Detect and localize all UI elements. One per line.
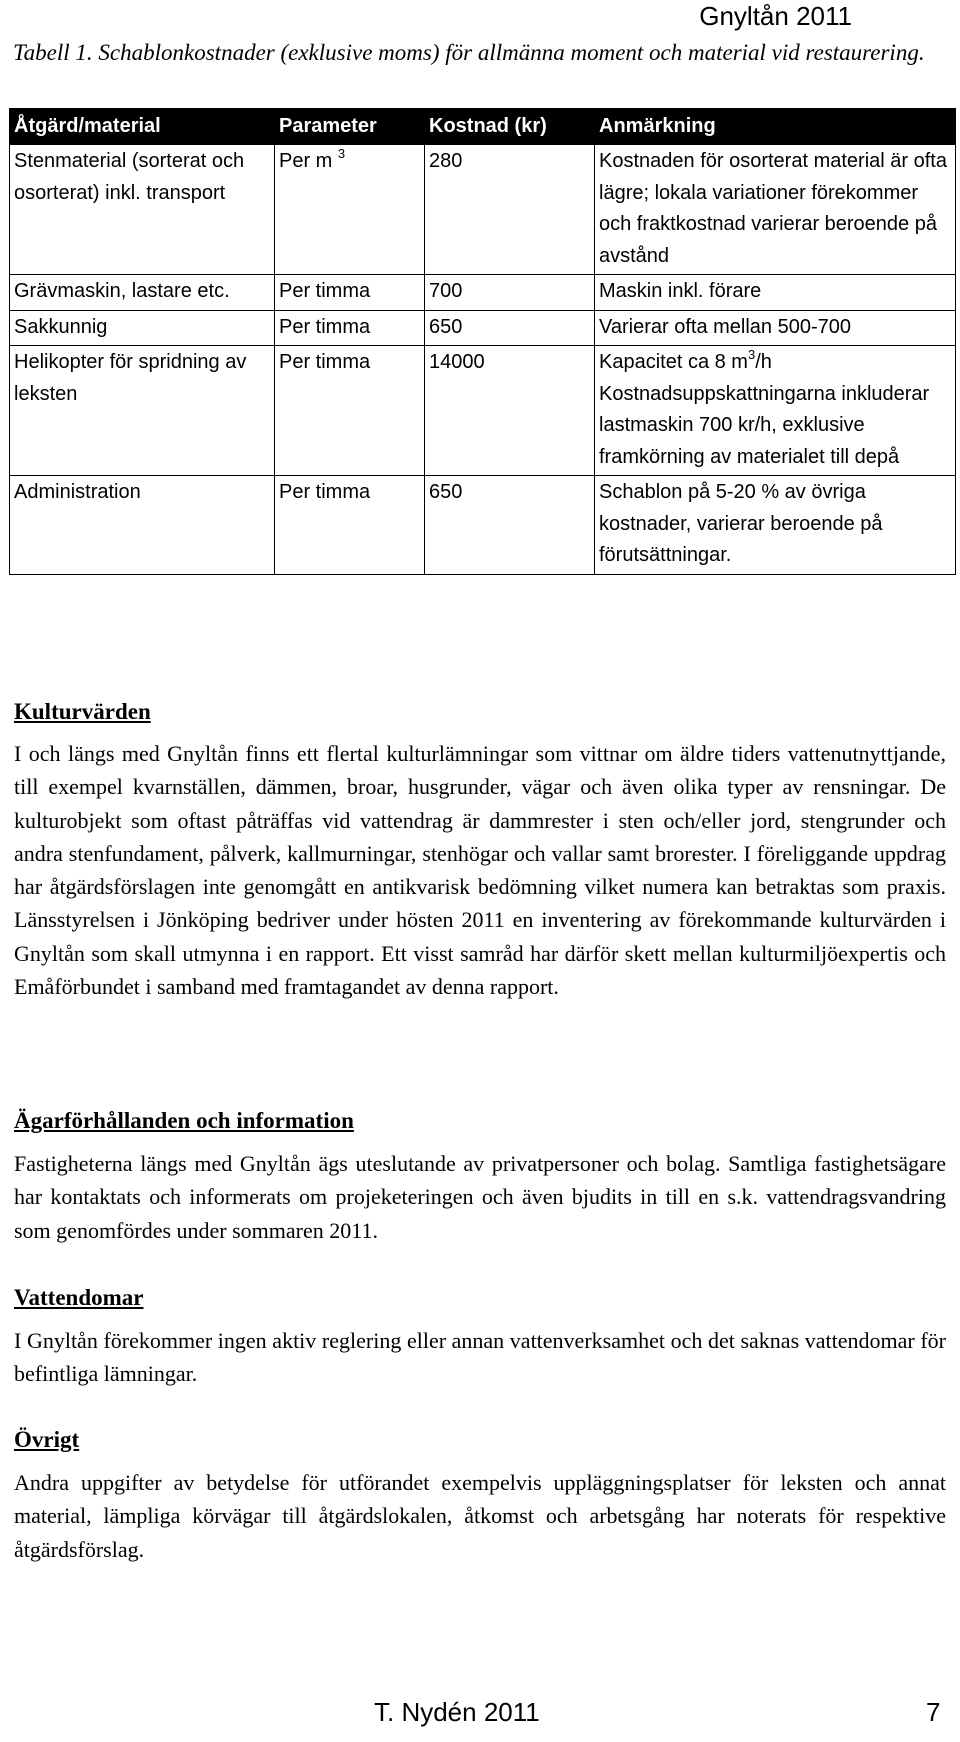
cell-material <box>10 145 275 275</box>
cell-parameter-text: Per m <box>279 150 333 172</box>
page-number: 7 <box>926 1697 941 1727</box>
section-agarforhallanden <box>14 1106 946 1247</box>
table-row <box>10 310 956 346</box>
table-header-row <box>10 109 956 145</box>
cell-note: Varierar ofta mellan 500-700 <box>595 310 956 346</box>
header-cost: Kostnad (kr) <box>425 109 595 145</box>
section-kulturvarden <box>14 697 946 1003</box>
cell-parameter: Per timma <box>275 275 425 311</box>
cell-material: Sakkunnig <box>10 310 275 346</box>
cell-parameter: Per timma <box>275 476 425 575</box>
cell-note: Schablon på 5-20 % av övriga kostnader, varierar beroende på förutsättningar. <box>595 476 956 575</box>
cell-material: Administration <box>10 476 275 575</box>
footer-author: T. Nydén 2011 <box>374 1697 540 1727</box>
table-row <box>10 346 956 476</box>
table-row <box>10 476 956 575</box>
cell-note-text: Kapacitet ca 8 m <box>599 351 748 373</box>
section-heading: Vattendomar <box>14 1285 144 1310</box>
table-row <box>10 145 956 275</box>
cell-parameter: Per timma <box>275 310 425 346</box>
header-parameter: Parameter <box>275 109 425 145</box>
cell-cost: 14000 <box>425 346 595 476</box>
cell-note <box>595 346 956 476</box>
table-caption: Tabell 1. Schablonkostnader (exklusive moms) för allmänna moment och material vid restaurering. <box>13 40 925 65</box>
cell-parameter <box>275 145 425 275</box>
cell-material-text: Stenmaterial (sorterat och osorterat) inkl. transport <box>14 150 245 204</box>
table-row <box>10 275 956 311</box>
cell-note-text: /h Kostnadsuppskattningarna inkluderar lastmaskin 700 kr/h, exklusive framkörning av materialet till depå <box>599 351 930 468</box>
superscript: 3 <box>337 146 346 162</box>
header-material: Åtgärd/material <box>10 109 275 145</box>
section-ovrigt <box>14 1425 946 1566</box>
section-heading: Kulturvärden <box>14 699 151 724</box>
section-paragraph: I Gnyltån förekommer ingen aktiv reglering eller annan vattenverksamhet och det saknas vattendomar för befintliga lämningar. <box>14 1328 946 1387</box>
section-paragraph: Andra uppgifter av betydelse för utförandet exempelvis uppläggningsplatser för leksten och annat material, lämpliga körvägar till åtgärdslokalen, åtkomst och arbetsgång har noterats för respektive åtgärdsförslag. <box>14 1470 946 1562</box>
cell-material: Grävmaskin, lastare etc. <box>10 275 275 311</box>
section-heading: Ägarförhållanden och information <box>14 1108 354 1133</box>
cell-cost: 280 <box>425 145 595 275</box>
cell-parameter: Per timma <box>275 346 425 476</box>
cell-note: Maskin inkl. förare <box>595 275 956 311</box>
section-vattendomar <box>14 1283 946 1391</box>
section-heading: Övrigt <box>14 1427 80 1452</box>
cell-material: Helikopter för spridning av leksten <box>10 346 275 476</box>
cell-cost: 650 <box>425 476 595 575</box>
page-header-title: Gnyltån 2011 <box>699 1 852 31</box>
section-paragraph: Fastigheterna längs med Gnyltån ägs uteslutande av privatpersoner och bolag. Samtliga fastighetsägare har kontaktats och informerats om projeketeringen och även bjudits in till en s.k. vattendragsvandring som genomfördes under sommaren 2011. <box>14 1151 946 1243</box>
superscript: 3 <box>747 347 756 363</box>
cell-cost: 650 <box>425 310 595 346</box>
cost-table <box>9 108 956 575</box>
header-note: Anmärkning <box>595 109 956 145</box>
cell-note: Kostnaden för osorterat material är ofta lägre; lokala variationer förekommer och fraktkostnad varierar beroende på avstånd <box>595 145 956 275</box>
section-paragraph: I och längs med Gnyltån finns ett flertal kulturlämningar som vittnar om äldre tiders vattenutnyttjande, till exempel kvarnställen, dämmen, broar, husgrunder, vägar och även olika typer av rensningar. De kulturobjekt som oftast påträffas vid vattendrag är dammrester i sten och/eller jord, stengrunder och andra stenfundament, pålverk, kallmurningar, stenhögar och vallar samt brorester. I föreliggande uppdrag har åtgärdsförslagen inte genomgått en antikvarisk bedömning vilket numera kan betraktas som praxis. Länsstyrelsen i Jönköping bedriver under hösten 2011 en inventering av förekommande kulturvärden i Gnyltån som skall utmynna i en rapport. Ett visst samråd har därför skett mellan kulturmiljöexpertis och Emåförbundet i samband med framtagandet av denna rapport. <box>14 741 946 1000</box>
cell-cost: 700 <box>425 275 595 311</box>
